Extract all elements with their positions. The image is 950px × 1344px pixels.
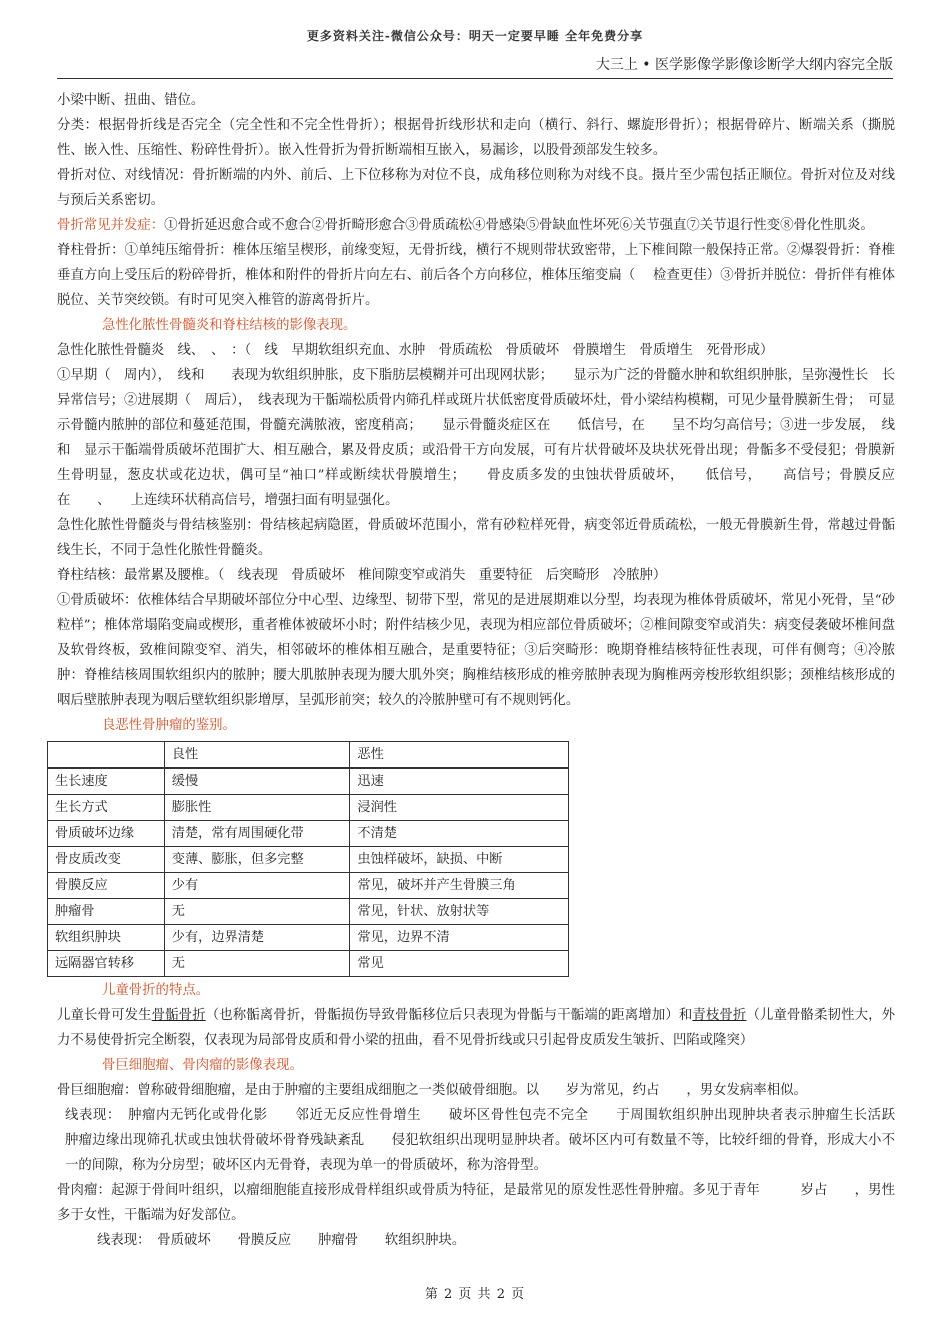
complications-text: ①骨折延迟愈合或不愈合②骨折畸形愈合③骨质疏松④骨感染⑤骨缺血性坏死⑥关节强直⑦关节退行性变⑧骨化性肌炎。: [164, 218, 874, 233]
document-body: [55, 88, 922, 1253]
fracture-complications: [57, 213, 895, 238]
bone-tumor-heading: 良恶性骨肿瘤的鉴别。: [102, 718, 236, 733]
table-cell: 虫蚀样破坏，缺损、中断: [350, 847, 569, 873]
spinal-tb-intro: 脊柱结核：最常累及腰椎。（ 线表现 骨质破坏 椎间隙变窄或消失 重要特征 后突畸形 冷脓肿）: [57, 568, 667, 583]
table-cell: 浸润性: [350, 795, 569, 821]
child-fracture-text-e: （儿童骨骼柔韧性大，外力不易使骨折完全断裂，仅表现为局部骨皮质和骨小梁的扭曲，看不见骨折线或只引起骨皮质发生皱折、凹陷或隆突）: [57, 1008, 896, 1048]
osteomyelitis-intro: 急性化脓性骨髓炎 线、 、 ：（ 线 早期软组织充血、水肿 骨质疏松 骨质破坏 骨膜增生 骨质增生 死骨形成）: [57, 343, 774, 358]
table-cell: 远隔器官转移: [48, 951, 165, 977]
complications-label: 骨折常见并发症：: [57, 218, 165, 233]
table-header-cell: 良性: [164, 742, 350, 769]
table-cell: 骨质破坏边缘: [48, 821, 165, 847]
osteomyelitis-heading: 急性化脓性骨髓炎和脊柱结核的影像表现。: [102, 318, 357, 333]
table-cell: 软组织肿块: [48, 925, 165, 951]
table-cell: 无: [164, 951, 350, 977]
table-row: [48, 951, 569, 977]
table-cell: 常见: [350, 951, 569, 977]
table-cell: 常见，边界不清: [350, 925, 569, 951]
osteosarcoma-p4: 线表现： 骨质破坏 骨膜反应 肿瘤骨 软组织肿块。: [97, 1233, 466, 1248]
child-fracture-heading: 儿童骨折的特点。: [102, 983, 210, 998]
giant-cell-p1: 骨巨细胞瘤：曾称破骨细胞瘤，是由于肿瘤的主要组成细胞之一类似破骨细胞。以 岁为常见，约占 ，男女发病率相似。: [57, 1083, 807, 1098]
giant-cell-p2: 线表现： 肿瘤内无钙化或骨化影 邻近无反应性骨增生 破坏区骨性包壳不完全 于周围软组织肿出现肿块者表示肿瘤生长活跃 肿瘤边缘出现筛孔状或虫蚀状骨破坏骨脊残缺紊乱 侵犯软组织出现明显肿块者。破坏区内可有数量不等，比较纤细的骨脊，形成大小不一的间隙，称为分房型；破坏区内无骨脊，表现为单一的骨质破坏，称为溶骨型。: [65, 1108, 922, 1173]
table-row: [48, 847, 569, 873]
table-cell: 常见，针状、放射状等: [350, 899, 569, 925]
table-row: [48, 768, 569, 795]
table-cell: 骨膜反应: [48, 873, 165, 899]
spine-fracture: 脊柱骨折：①单纯压缩骨折：椎体压缩呈楔形，前缘变短，无骨折线，横行不规则带状致密带，上下椎间隙一般保持正常。②爆裂骨折：脊椎垂直方向上受压后的粉碎骨折，椎体和附件的骨折片向左右、前后各个方向移位，椎体压缩变扁（ 检查更佳）③骨折并脱位：骨折伴有椎体脱位、关节突绞锁。有时可见突入椎管的游离骨折片。: [57, 243, 895, 308]
top-banner: 更多资料关注-微信公众号：明天一定要早睡 全年免费分享: [306, 29, 644, 43]
epiphyseal-fracture-term: 骨骺骨折: [151, 1008, 206, 1023]
child-fracture-text: [57, 1003, 895, 1053]
table-cell: 无: [164, 899, 350, 925]
table-cell: 清楚，常有周围硬化带: [164, 821, 350, 847]
giant-cell-heading: 骨巨细胞瘤、骨肉瘤的影像表现。: [102, 1058, 303, 1073]
osteomyelitis-detail: ①早期（ 周内）， 线和 表现为软组织肿胀，皮下脂肪层模糊并可出现网状影； 显示为广泛的骨髓水肿和软组织肿胀，呈弥漫性长 长 异常信号；②进展期（ 周后）， 线表现为干骺端松质骨内筛孔样或斑片状低密度骨质破坏灶，骨小梁结构模糊，可见少量骨膜新生骨； 可显示骨髓内脓肿的部位和蔓延范围，骨髓充满脓液，密度稍高； 显示骨髓炎症区在 低信号，在 呈不均匀高信号；③进一步发展， 线和 显示干骺端骨质破坏范围扩大、相互融合，累及骨皮质；或沿骨干方向发展，可有片状骨破坏及块状死骨出现；骨骺多不受侵犯；骨膜新生骨明显，葱皮状或花边状，偶可呈“袖口”样或断续状骨膜增生； 骨皮质多发的虫蚀状骨质破坏， 低信号， 高信号；骨膜反应在 、 上连续环状稍高信号，增强扫面有明显强化。: [57, 368, 909, 508]
table-cell: 常见，破坏并产生骨膜三角: [350, 873, 569, 899]
table-cell: 不清楚: [350, 821, 569, 847]
fracture-line1: 小梁中断、扭曲、错位。: [57, 93, 205, 108]
running-title: 大三上 • 医学影像学影像诊断学大纲内容完全版: [595, 57, 893, 73]
fracture-classification: 分类：根据骨折线是否完全（完全性和不完全性骨折）；根据骨折线形状和走向（横行、斜行、螺旋形骨折）；根据骨碎片、断端关系（撕脱性、嵌入性、压缩性、粉碎性骨折）。嵌入性骨折为骨折断端相互嵌入，易漏诊，以股骨颈部发生较多。: [57, 118, 895, 158]
table-header-cell: [48, 742, 165, 769]
table-cell: 生长速度: [48, 768, 165, 795]
page-footer: 第 2 页 共 2 页: [424, 1287, 526, 1302]
osteomyelitis-differential: 急性化脓性骨髓炎与骨结核鉴别：骨结核起病隐匿，骨质破坏范围小，常有砂粒样死骨，病变邻近骨质疏松，一般无骨膜新生骨，常越过骨骺线生长，不同于急性化脓性骨髓炎。: [57, 518, 895, 558]
table-cell: 肿瘤骨: [48, 899, 165, 925]
table-cell: 缓慢: [164, 768, 350, 795]
table-header-row: [48, 742, 569, 769]
table-cell: 迅速: [350, 768, 569, 795]
table-row: [48, 925, 569, 951]
table-cell: 生长方式: [48, 795, 165, 821]
spinal-tb-detail: ①骨质破坏：依椎体结合早期破坏部位分中心型、边缘型、韧带下型，常见的是进展期难以分型，均表现为椎体骨质破坏，常见小死骨，呈“砂粒样”；椎体常塌陷变扁或楔形，重者椎体被破坏小时；附件结核少见，表现为相应部位骨质破坏；②椎间隙变窄或消失：病变侵袭破坏椎间盘及软骨终板，致椎间隙变窄、消失，相邻破坏的椎体相互融合，是重要特征；③后突畸形：晚期脊椎结核特征性表现，可伴有侧弯；④冷脓肿：脊椎结核周围软组织内的脓肿；腰大肌脓肿表现为腰大肌外突；胸椎结核形成的椎旁脓肿表现为胸椎两旁梭形软组织影；颈椎结核形成的咽后壁脓肿表现为咽后壁软组织影增厚，呈弧形前突；较久的冷脓肿壁可有不规则钙化。: [57, 593, 895, 708]
table-cell: 变薄、膨胀，但多完整: [164, 847, 350, 873]
osteosarcoma-p3: 骨肉瘤：起源于骨间叶组织，以瘤细胞能直接形成骨样组织或骨质为特征，是最常见的原发性恶性骨肿瘤。多见于青年 岁占 ，男性多于女性，干骺端为好发部位。: [57, 1183, 895, 1223]
benign-malignant-table: [47, 741, 569, 977]
greenstick-fracture-term: 青枝骨折: [692, 1008, 747, 1023]
table-header-cell: 恶性: [350, 742, 569, 769]
child-fracture-text-c: （也称骺离骨折，骨骺损伤导致骨骺移位后只表现为骨骺与干骺端的距离增加）和: [205, 1008, 693, 1023]
child-fracture-text-a: 儿童长骨可发生: [57, 1008, 152, 1023]
table-row: [48, 873, 569, 899]
table-cell: 膨胀性: [164, 795, 350, 821]
table-cell: 少有，边界清楚: [164, 925, 350, 951]
table-row: [48, 899, 569, 925]
fracture-alignment: 骨折对位、对线情况：骨折断端的内外、前后、上下位移称为对位不良，成角移位则称为对线不良。摄片至少需包括正顺位。骨折对位及对线与预后关系密切。: [57, 168, 895, 208]
table-row: [48, 795, 569, 821]
table-row: [48, 821, 569, 847]
header-rule: [57, 78, 893, 79]
table-cell: 骨皮质改变: [48, 847, 165, 873]
table-cell: 少有: [164, 873, 350, 899]
